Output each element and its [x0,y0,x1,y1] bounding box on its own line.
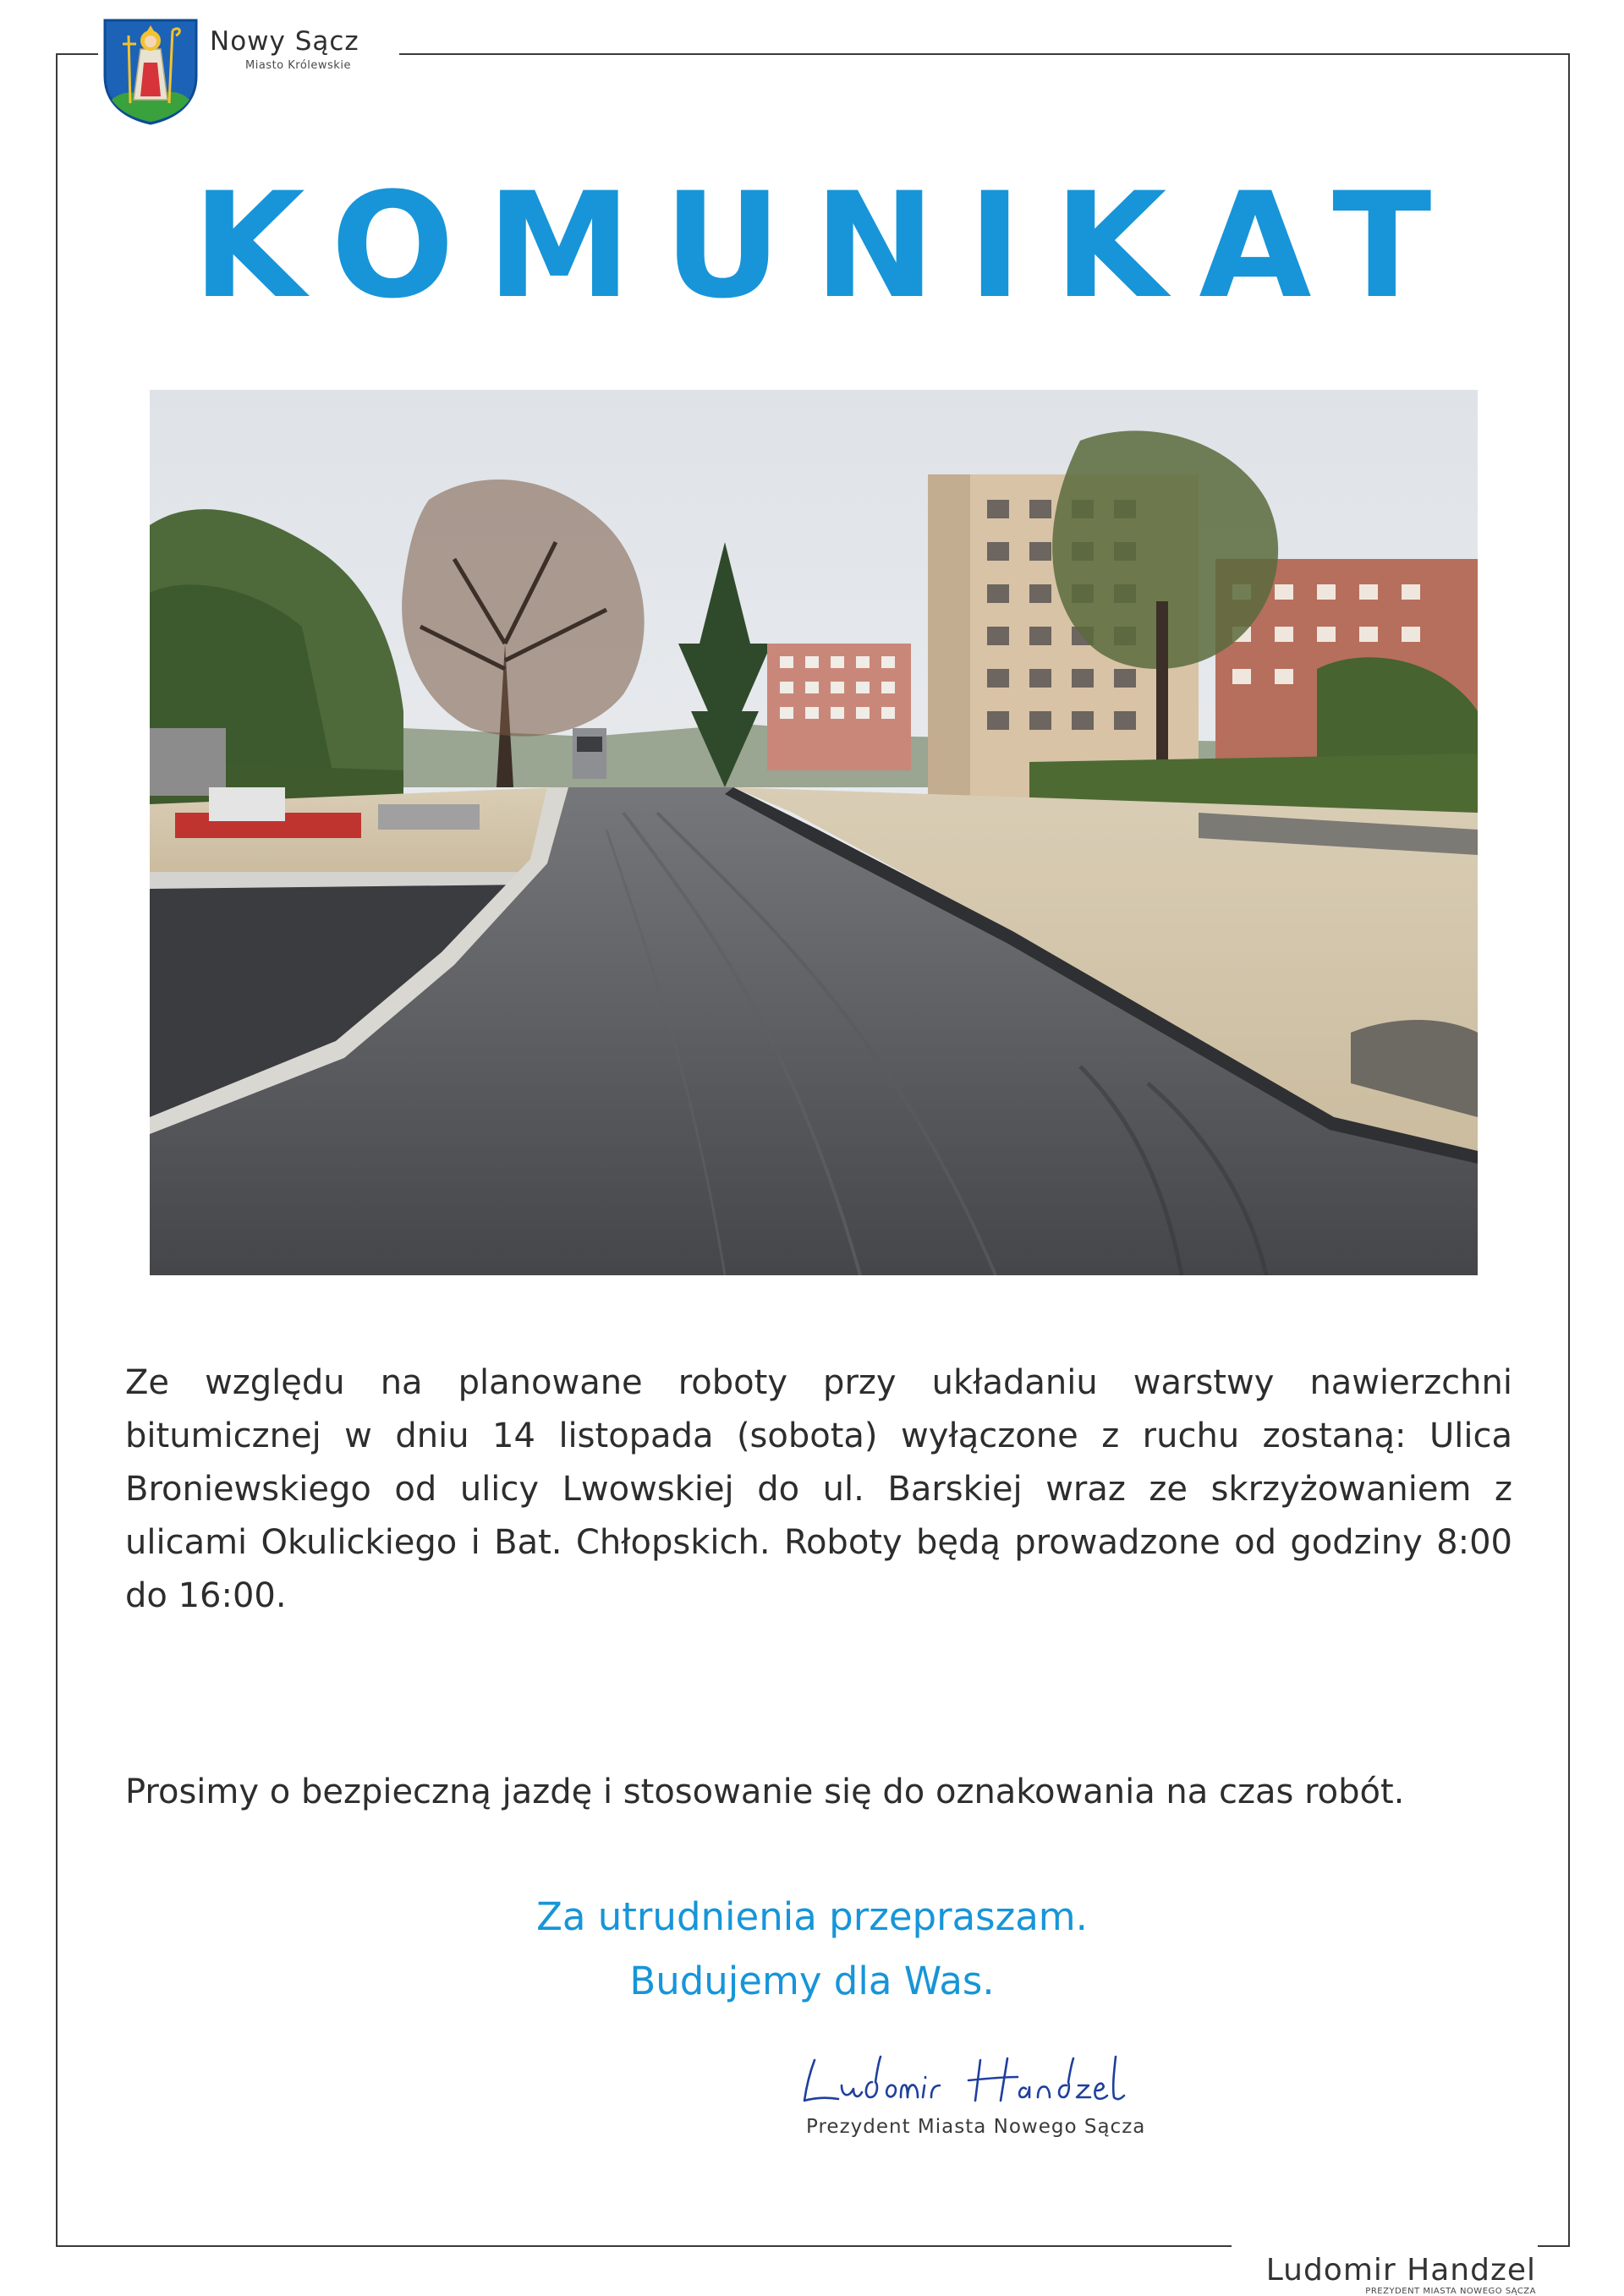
page-title: KOMUNIKAT [192,161,1464,331]
frame-top-left [56,53,98,55]
footer-title: PREZYDENT MIASTA NOWEGO SĄCZA [1365,2287,1536,2296]
closing-line-apology: Za utrudnienia przepraszam. [536,1894,1088,1939]
road-construction-photo [150,390,1478,1275]
brand-subtitle: Miasto Królewskie [245,59,351,72]
brand [210,26,359,72]
notice-paragraph: Ze względu na planowane roboty przy układaniu warstwy nawierzchni bitumicznej w dniu 14 listopada (sobota) wyłączone z ruchu zostaną: Ulica Broniewskiego od ulicy Lwowskiej do ul. Barskiej wraz ze skrzyżowaniem z ulicami Okulickiego i Bat. Chłopskich. Roboty będą prowadzone od godziny 8:00 do 16:00. [125,1363,1512,1615]
brand-name: Nowy Sącz [210,26,359,57]
footer-name: Ludomir Handzel [1265,2253,1536,2288]
handwritten-signature [799,2048,1205,2114]
signature-caption: Prezydent Miasta Nowego Sącza [806,2116,1146,2138]
closing-line-slogan: Budujemy dla Was. [629,1959,995,2003]
coat-of-arms-icon [100,15,201,125]
frame-bottom [56,2245,1232,2247]
safety-paragraph: Prosimy o bezpieczną jazdę i stosowanie się do oznakowania na czas robót. [125,1773,1405,1811]
frame-top-right [399,53,1570,55]
frame-bottom-right [1538,2245,1570,2247]
